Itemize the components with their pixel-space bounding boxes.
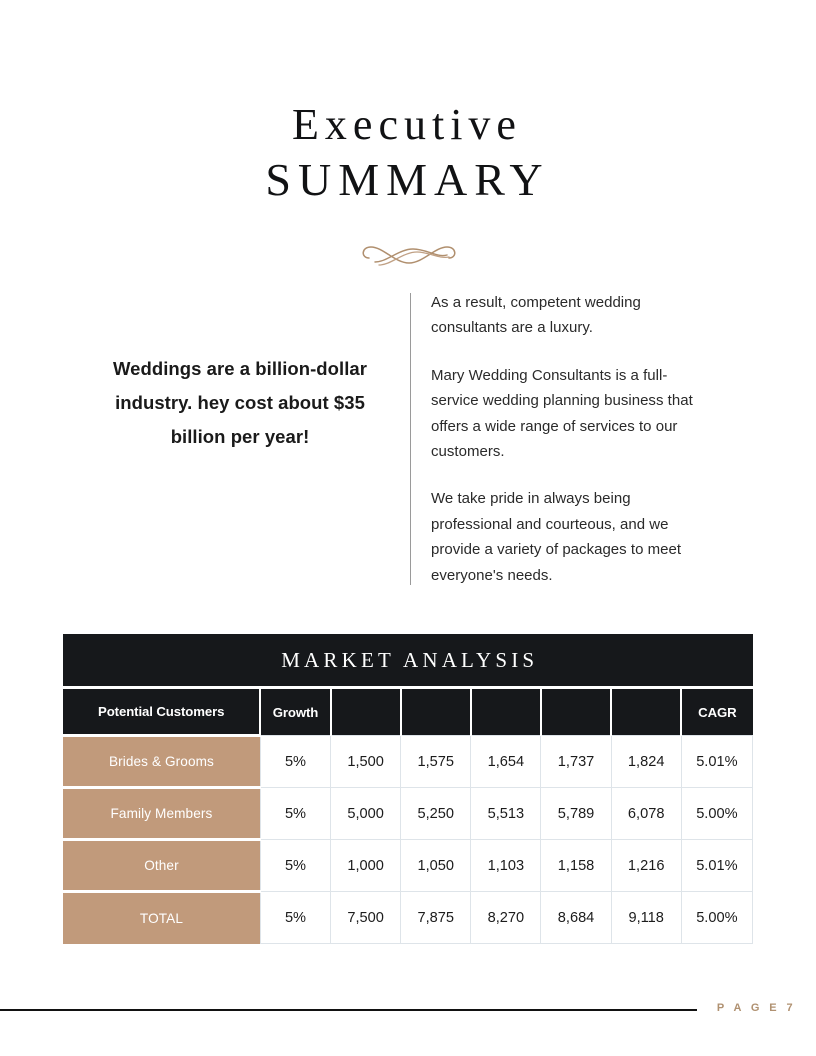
table-cell: 1,050 bbox=[401, 840, 471, 892]
table-cell: 5.01% bbox=[681, 840, 752, 892]
table-row bbox=[63, 840, 753, 892]
title-line-executive: Executive bbox=[292, 100, 522, 149]
table-cell: 1,824 bbox=[611, 736, 681, 788]
column-header-growth: Growth bbox=[260, 688, 330, 736]
table-cell: 5,000 bbox=[331, 788, 401, 840]
table-header-row bbox=[63, 688, 753, 736]
table-cell: 1,654 bbox=[471, 736, 541, 788]
table-cell: 1,103 bbox=[471, 840, 541, 892]
table-cell: 5.01% bbox=[681, 736, 752, 788]
content-columns bbox=[0, 290, 816, 590]
market-analysis-table bbox=[63, 634, 753, 944]
paragraph-1: As a result, competent wedding consultants are a luxury. bbox=[431, 294, 641, 337]
column-header-potential-customers: Potential Customers bbox=[63, 688, 260, 736]
paragraph-3: We take pride in always being professional and courteous, and we provide a variety of packages to meet everyone's needs. bbox=[431, 490, 682, 584]
table-title-text: MARKET ANALYSIS bbox=[281, 647, 539, 672]
row-label: Brides & Grooms bbox=[63, 736, 260, 788]
page-number: P A G E 7 bbox=[716, 1002, 796, 1014]
column-header-blank-5 bbox=[611, 688, 681, 736]
table-cell: 1,216 bbox=[611, 840, 681, 892]
row-label: Family Members bbox=[63, 788, 260, 840]
table-title-row bbox=[63, 634, 753, 688]
table-cell: 8,270 bbox=[471, 892, 541, 944]
row-label: Other bbox=[63, 840, 260, 892]
table-cell: 1,500 bbox=[331, 736, 401, 788]
table-cell: 5,513 bbox=[471, 788, 541, 840]
table-cell: 5.00% bbox=[681, 788, 752, 840]
table-row bbox=[63, 736, 753, 788]
column-divider bbox=[410, 293, 411, 585]
table-cell: 5,250 bbox=[401, 788, 471, 840]
table-title-cell bbox=[63, 634, 753, 688]
column-header-blank-4 bbox=[541, 688, 611, 736]
right-text-block bbox=[431, 290, 693, 588]
table-cell: 8,684 bbox=[541, 892, 611, 944]
table-cell: 7,500 bbox=[331, 892, 401, 944]
table-row bbox=[63, 788, 753, 840]
table-cell: 6,078 bbox=[611, 788, 681, 840]
table-cell: 1,737 bbox=[541, 736, 611, 788]
table-row-total bbox=[63, 892, 753, 944]
left-highlight-block bbox=[86, 352, 394, 453]
table-cell: 1,575 bbox=[401, 736, 471, 788]
table-cell: 1,158 bbox=[541, 840, 611, 892]
footer-rule bbox=[0, 1009, 697, 1011]
table-cell: 5% bbox=[260, 736, 330, 788]
page-title bbox=[0, 98, 816, 208]
table-cell: 9,118 bbox=[611, 892, 681, 944]
table-cell: 5% bbox=[260, 840, 330, 892]
title-line-summary: SUMMARY bbox=[265, 154, 550, 205]
row-label: TOTAL bbox=[63, 892, 260, 944]
column-header-blank-2 bbox=[401, 688, 471, 736]
table-cell: 5,789 bbox=[541, 788, 611, 840]
table-cell: 7,875 bbox=[401, 892, 471, 944]
table-cell: 5% bbox=[260, 892, 330, 944]
table-cell: 5% bbox=[260, 788, 330, 840]
column-header-cagr: CAGR bbox=[681, 688, 752, 736]
paragraph-2: Mary Wedding Consultants is a full-service wedding planning business that offers a wide range of services to our customers. bbox=[431, 366, 693, 461]
flourish-ornament-icon bbox=[355, 238, 465, 272]
table-cell: 5.00% bbox=[681, 892, 752, 944]
left-highlight-text: Weddings are a billion-dollar industry. hey cost about $35 billion per year! bbox=[113, 358, 367, 447]
page-footer bbox=[0, 1002, 816, 1022]
table-cell: 1,000 bbox=[331, 840, 401, 892]
column-header-blank-3 bbox=[471, 688, 541, 736]
column-header-blank-1 bbox=[331, 688, 401, 736]
